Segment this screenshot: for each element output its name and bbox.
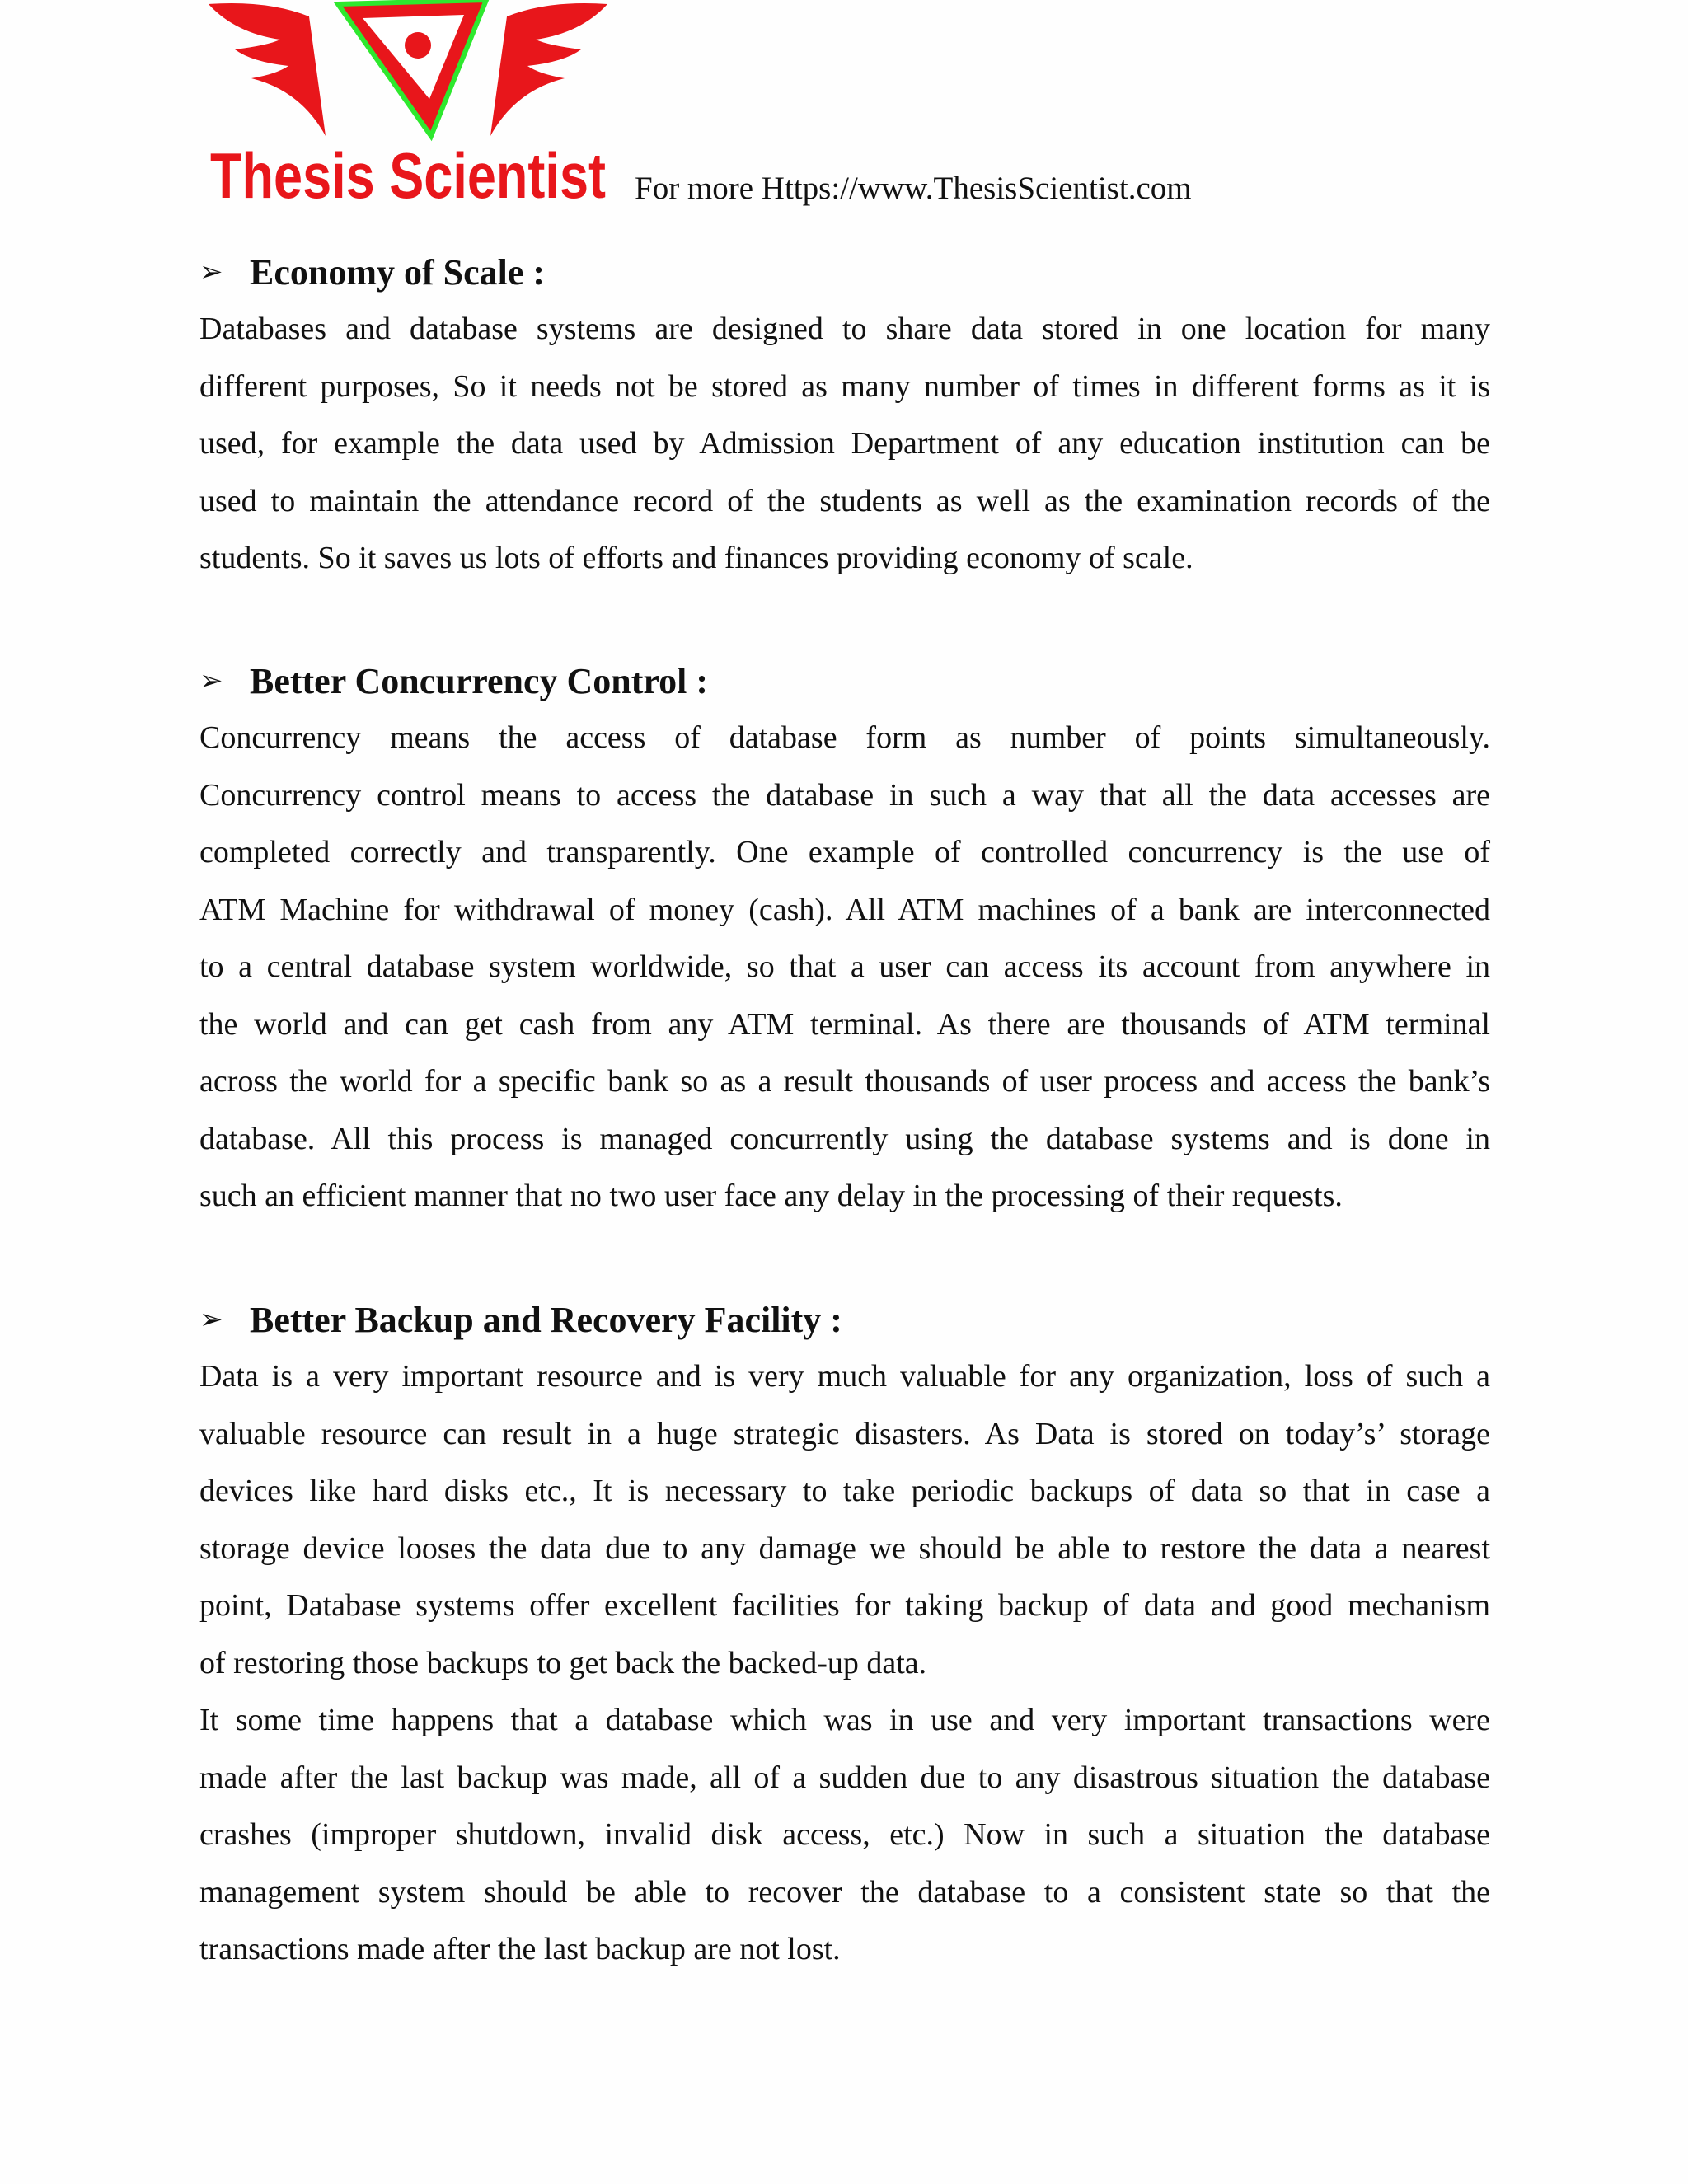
text-line: valuable resource can result in a huge strategic disasters. As Data is stored on today’s’ storage xyxy=(199,1416,1490,1451)
text-line: made after the last backup was made, all of a sudden due to any disastrous situation the database xyxy=(199,1760,1490,1795)
arrow-bullet-icon: ➢ xyxy=(199,257,223,288)
section-heading xyxy=(199,1291,1490,1348)
svg-text:Thesis Scientist: Thesis Scientist xyxy=(210,139,607,212)
arrow-bullet-icon: ➢ xyxy=(199,1305,223,1335)
text-line: different purposes, So it needs not be stored as many number of times in different forms as it is xyxy=(199,368,1490,404)
thesis-scientist-logo xyxy=(202,0,614,212)
text-line: students. So it saves us lots of efforts and finances providing economy of scale. xyxy=(199,541,1193,575)
text-line: such an efficient manner that no two user face any delay in the processing of their requests. xyxy=(199,1179,1343,1213)
text-line: Data is a very important resource and is very much valuable for any organization, loss of such a xyxy=(199,1359,1490,1394)
section-title: Better Concurrency Control : xyxy=(250,660,708,701)
text-line: storage device looses the data due to any damage we should be able to restore the data a nearest xyxy=(199,1530,1490,1566)
text-line: used, for example the data used by Admission Department of any education institution can be xyxy=(199,426,1490,461)
paragraph xyxy=(199,301,1490,588)
section-heading xyxy=(199,243,1490,301)
text-line: ATM Machine for withdrawal of money (cash). All ATM machines of a bank are interconnected xyxy=(199,892,1490,927)
section-backup-recovery xyxy=(199,1291,1490,1979)
section-title: Economy of Scale : xyxy=(250,251,546,293)
arrow-bullet-icon: ➢ xyxy=(199,666,223,696)
website-link-text: For more Https://www.ThesisScientist.com xyxy=(635,171,1192,206)
section-title: Better Backup and Recovery Facility : xyxy=(250,1299,842,1340)
paragraph xyxy=(199,710,1490,1226)
text-line: of restoring those backups to get back the backed-up data. xyxy=(199,1645,927,1680)
text-line: completed correctly and transparently. One example of controlled concurrency is the use of xyxy=(199,835,1490,869)
section-better-concurrency-control xyxy=(199,652,1490,1226)
paragraph xyxy=(199,1348,1490,1692)
text-line: database. All this process is managed concurrently using the database systems and is done in xyxy=(199,1121,1490,1156)
text-line: Concurrency means the access of database form as number of points simultaneously. xyxy=(199,720,1490,755)
text-line: point, Database systems offer excellent facilities for taking backup of data and good mechanism xyxy=(199,1588,1490,1623)
section-heading xyxy=(199,652,1490,710)
paragraph xyxy=(199,1692,1490,1979)
text-line: Concurrency control means to access the database in such a way that all the data accesses are xyxy=(199,777,1490,813)
text-line: It some time happens that a database which was in use and very important transactions were xyxy=(199,1703,1490,1737)
text-line: management system should be able to recover the database to a consistent state so that the xyxy=(199,1874,1490,1910)
text-line: transactions made after the last backup are not lost. xyxy=(199,1932,841,1966)
section-economy-of-scale xyxy=(199,243,1490,588)
text-line: used to maintain the attendance record of the students as well as the examination records of the xyxy=(199,483,1490,518)
text-line: devices like hard disks etc., It is necessary to take periodic backups of data so that in case a xyxy=(199,1474,1490,1508)
text-line: to a central database system worldwide, so that a user can access its account from anywhere in xyxy=(199,949,1490,984)
text-line: the world and can get cash from any ATM terminal. As there are thousands of ATM terminal xyxy=(199,1006,1490,1042)
text-line: Databases and database systems are designed to share data stored in one location for many xyxy=(199,312,1490,346)
text-line: crashes (improper shutdown, invalid disk access, etc.) Now in such a situation the database xyxy=(199,1817,1490,1852)
text-line: across the world for a specific bank so as a result thousands of user process and access the bank’s xyxy=(199,1064,1490,1099)
